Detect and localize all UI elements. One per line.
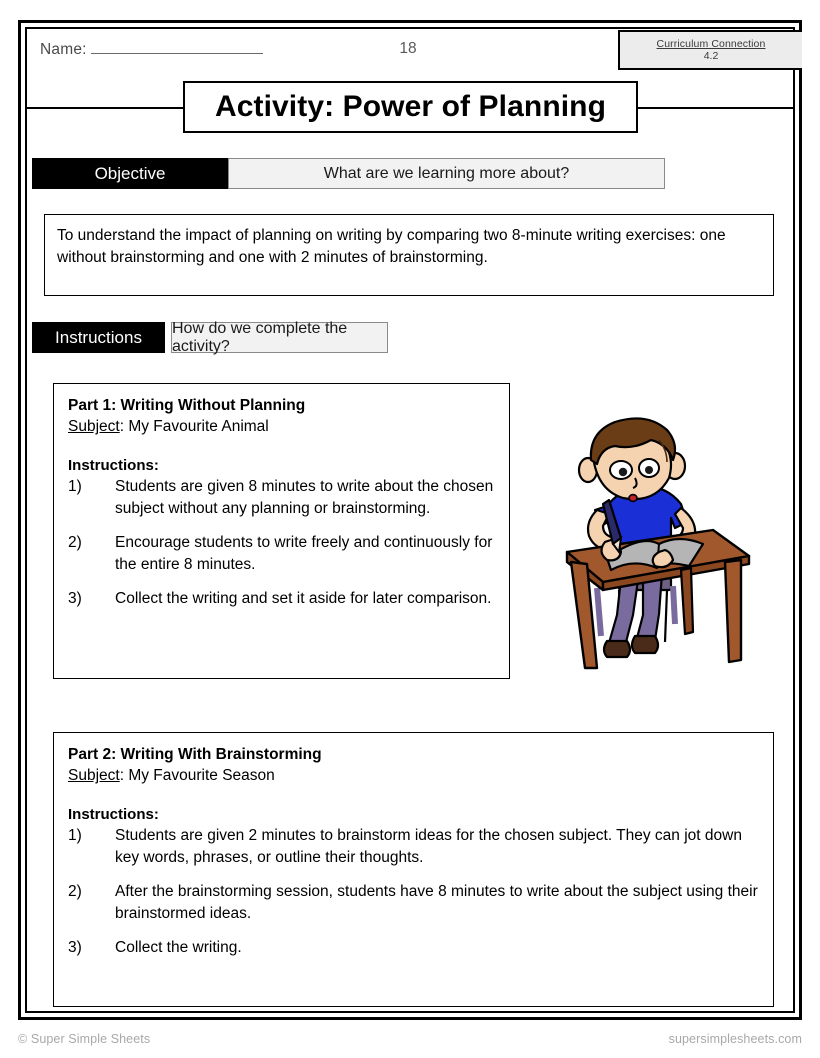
part-2-subject-separator: : bbox=[119, 767, 129, 785]
instructions-tag: Instructions bbox=[32, 322, 165, 353]
step-text: Students are given 2 minutes to brainstorm ideas for the chosen subject. They can jot down key words, phrases, or outline their thoughts. bbox=[115, 827, 742, 867]
list-item bbox=[68, 532, 495, 576]
name-field-row bbox=[40, 40, 263, 59]
instructions-prompt: How do we complete the activity? bbox=[171, 322, 388, 353]
step-text: After the brainstorming session, students have 8 minutes to write about the subject using their brainstormed ideas. bbox=[115, 883, 758, 923]
part-2-box bbox=[53, 732, 774, 1007]
objective-body-box bbox=[44, 214, 774, 296]
step-number: 1) bbox=[68, 827, 82, 845]
step-text: Students are given 8 minutes to write about the chosen subject without any planning or brainstorming. bbox=[115, 478, 494, 518]
step-number: 2) bbox=[68, 534, 82, 552]
objective-section-header bbox=[32, 158, 665, 189]
part-1-subject-separator: : bbox=[119, 418, 129, 436]
step-text: Collect the writing. bbox=[115, 939, 242, 957]
part-1-title: Part 1: Writing Without Planning bbox=[68, 397, 306, 414]
list-item bbox=[68, 476, 495, 520]
name-label: Name: bbox=[40, 41, 87, 58]
curriculum-connection-title: Curriculum Connection bbox=[656, 37, 766, 50]
curriculum-connection-code: 4.2 bbox=[703, 50, 719, 62]
page-footer bbox=[18, 1032, 802, 1046]
step-text: Encourage students to write freely and continuously for the entire 8 minutes. bbox=[115, 534, 493, 574]
part-2-title: Part 2: Writing With Brainstorming bbox=[68, 746, 322, 763]
part-1-subject-label: Subject bbox=[68, 418, 120, 436]
step-text: Collect the writing and set it aside for later comparison. bbox=[115, 590, 492, 608]
page-title-box bbox=[183, 81, 638, 133]
step-number: 2) bbox=[68, 883, 82, 901]
list-item bbox=[68, 937, 759, 959]
part-1-instructions-label: Instructions: bbox=[68, 457, 159, 475]
step-number: 1) bbox=[68, 478, 82, 496]
part-1-steps bbox=[68, 476, 495, 610]
part-1-box bbox=[53, 383, 510, 679]
footer-copyright: © Super Simple Sheets bbox=[18, 1032, 151, 1046]
step-number: 3) bbox=[68, 939, 82, 957]
page-title: Activity: Power of Planning bbox=[214, 90, 607, 123]
list-item bbox=[68, 825, 759, 869]
page-number: 18 bbox=[399, 40, 417, 57]
part-1-subject bbox=[68, 417, 495, 438]
part-2-subject bbox=[68, 766, 759, 787]
part-1-subject-value: My Favourite Animal bbox=[128, 418, 269, 436]
list-item bbox=[68, 881, 759, 925]
part-2-steps bbox=[68, 825, 759, 959]
worksheet-content bbox=[18, 20, 802, 1020]
list-item bbox=[68, 588, 495, 610]
objective-prompt: What are we learning more about? bbox=[228, 158, 665, 189]
instructions-section-header bbox=[32, 319, 388, 355]
objective-tag: Objective bbox=[32, 158, 228, 189]
step-number: 3) bbox=[68, 590, 82, 608]
objective-body-text: To understand the impact of planning on writing by comparing two 8-minute writing exercises: one without brainstorming and one with 2 minutes of brainstorming. bbox=[57, 227, 726, 267]
part-2-instructions-label: Instructions: bbox=[68, 806, 159, 824]
part-2-subject-value: My Favourite Season bbox=[128, 767, 275, 785]
footer-website[interactable]: supersimplesheets.com bbox=[668, 1032, 802, 1046]
student-writing-at-desk-illustration bbox=[563, 410, 753, 675]
part-2-subject-label: Subject bbox=[68, 767, 120, 785]
name-write-line[interactable] bbox=[91, 40, 263, 54]
curriculum-connection-badge bbox=[618, 30, 802, 70]
